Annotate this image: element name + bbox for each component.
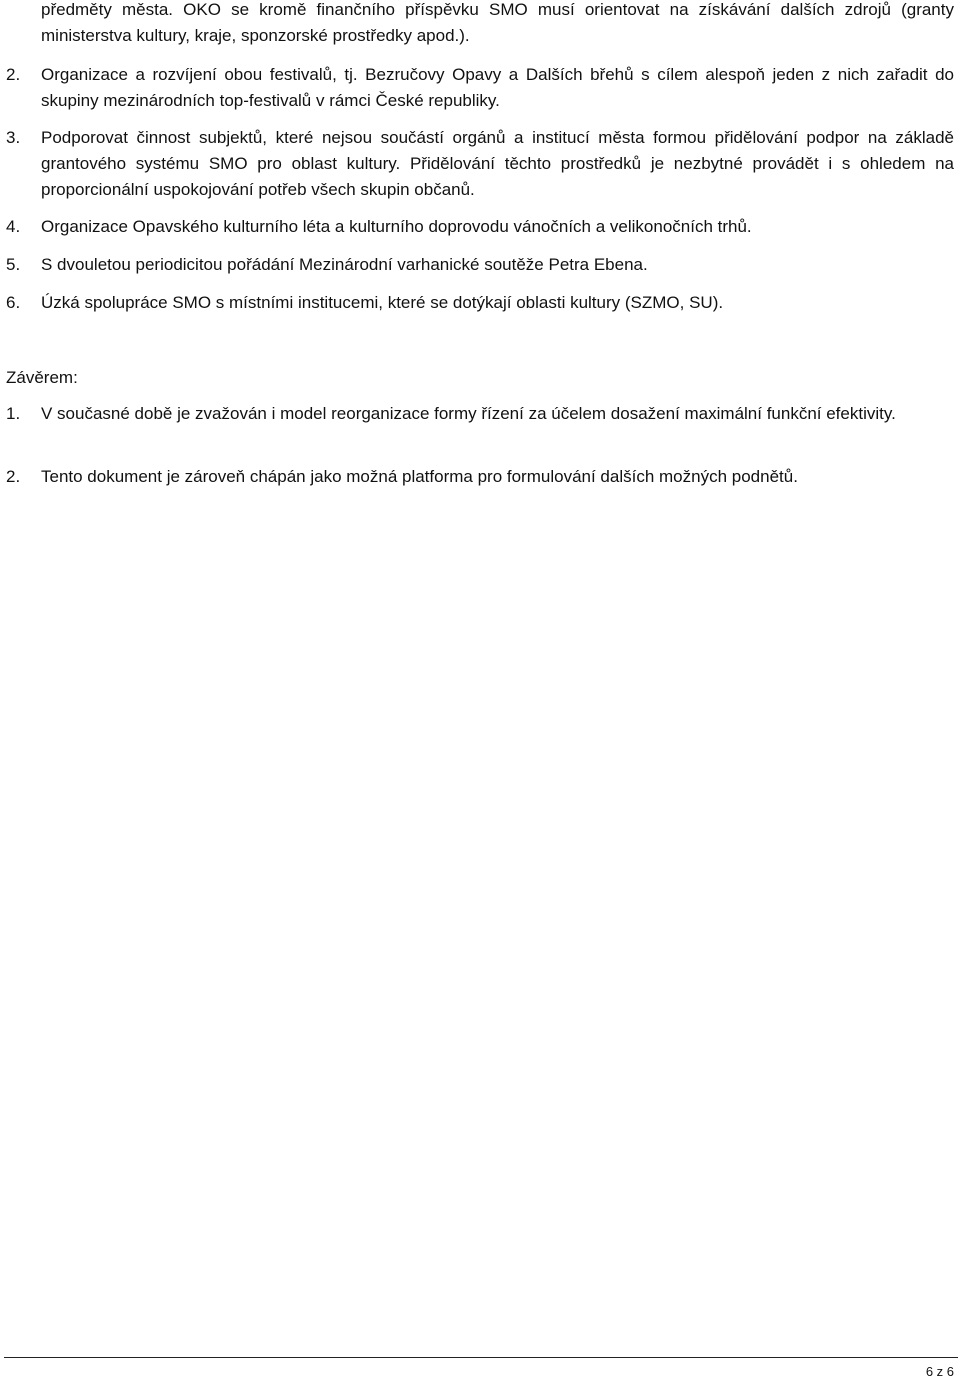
list-item-text: S dvouletou periodicitou pořádání Mezinárodní varhanické soutěže Petra Ebena. <box>41 255 648 274</box>
list-item-text: V současné době je zvažován i model reorganizace formy řízení za účelem dosažení maximální funkční efektivity. <box>41 404 896 423</box>
conclusion-heading: Závěrem: <box>6 368 78 387</box>
list-item <box>6 290 954 316</box>
list-item-number: 4. <box>6 217 21 236</box>
list-item <box>6 125 954 203</box>
list-item-text: Organizace a rozvíjení obou festivalů, tj. Bezručovy Opavy a Dalších břehů s cílem alespoň jeden z nich zařadit do skupiny mezinárodních top-festivalů v rámci České republiky. <box>41 65 954 110</box>
list-item-number: 3. <box>6 128 21 147</box>
list-item-text: Podporovat činnost subjektů, které nejsou součástí orgánů a institucí města formou přidělování podpor na základě grantového systému SMO pro oblast kultury. Přidělování těchto prostředků je nezbytné provádět i s ohledem na proporcionální uspokojování potřeb všech skupin občanů. <box>41 128 954 199</box>
list-item <box>6 214 954 240</box>
list-item <box>6 62 954 114</box>
list-item-number: 2. <box>6 65 21 84</box>
list-item-number: 1. <box>6 404 21 423</box>
continued-paragraph-text: předměty města. OKO se kromě finančního příspěvku SMO musí orientovat na získávání dalších zdrojů (granty ministerstva kultury, kraje, sponzorské prostředky apod.). <box>41 0 954 45</box>
continued-paragraph <box>41 0 954 49</box>
footer-divider <box>4 1357 958 1358</box>
list-item-text: Úzká spolupráce SMO s místními institucemi, které se dotýkají oblasti kultury (SZMO, SU). <box>41 293 724 312</box>
list-item-number: 6. <box>6 293 21 312</box>
list-item <box>6 464 954 490</box>
page-number: 6 z 6 <box>925 1364 954 1379</box>
list-item <box>6 401 954 427</box>
list-item-text: Tento dokument je zároveň chápán jako možná platforma pro formulování dalších možných podnětů. <box>41 467 798 486</box>
list-item-text: Organizace Opavského kulturního léta a kulturního doprovodu vánočních a velikonočních trhů. <box>41 217 752 236</box>
list-item-number: 5. <box>6 255 21 274</box>
list-item <box>6 252 954 278</box>
list-item-number: 2. <box>6 467 21 486</box>
